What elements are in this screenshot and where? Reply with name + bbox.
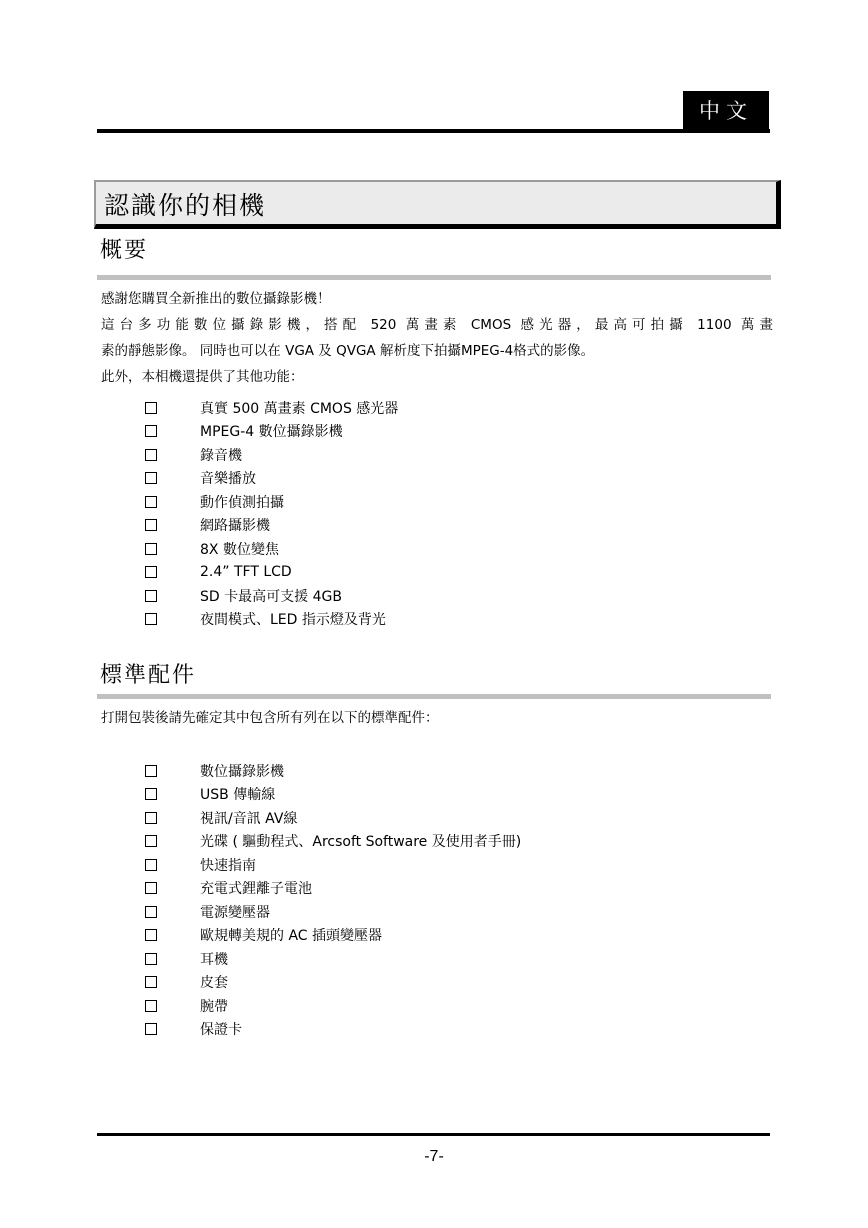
feature-label: 錄音機 xyxy=(200,447,242,464)
checkbox-icon xyxy=(145,812,157,824)
overview-line: 這台多功能數位攝錄影機，搭配 520 萬畫素 CMOS 感光器，最高可拍攝 1100 萬畫 xyxy=(101,317,773,333)
checkbox-icon xyxy=(145,765,157,777)
accessory-label: 數位攝錄影機 xyxy=(200,763,284,780)
accessory-label: 充電式鋰離子電池 xyxy=(200,881,312,898)
list-item xyxy=(144,759,521,783)
page-number: -7- xyxy=(424,1148,444,1165)
list-item xyxy=(144,608,398,632)
checkbox-icon xyxy=(145,613,157,625)
checkbox-icon xyxy=(145,929,157,941)
accessory-label: 保證卡 xyxy=(200,1022,242,1039)
checkbox-icon xyxy=(145,590,157,602)
accessory-label: 視訊/音訊 AV線 xyxy=(200,810,298,827)
feature-list xyxy=(144,396,398,631)
accessories-intro-text: 打開包裝後請先確定其中包含所有列在以下的標準配件： xyxy=(101,710,439,726)
chapter-title: 認識你的相機 xyxy=(104,191,267,220)
accessories-intro xyxy=(101,705,773,731)
feature-label: SD 卡最高可支援 4GB xyxy=(200,588,342,605)
accessory-label: 皮套 xyxy=(200,975,228,992)
list-item xyxy=(144,1018,521,1042)
accessory-label: 快速指南 xyxy=(200,857,256,874)
list-item xyxy=(144,584,398,608)
accessory-label: 光碟 ( 驅動程式、Arcsoft Software 及使用者手冊) xyxy=(200,834,522,851)
accessory-label: 電源變壓器 xyxy=(200,904,270,921)
checkbox-icon xyxy=(145,953,157,965)
list-item xyxy=(144,514,398,538)
feature-label: 真實 500 萬畫素 CMOS 感光器 xyxy=(200,400,399,417)
chapter-title-box xyxy=(94,180,781,229)
overview-paragraph xyxy=(101,286,773,390)
checkbox-icon xyxy=(145,1023,157,1035)
feature-label: 8X 數位變焦 xyxy=(200,541,279,558)
header-rule xyxy=(97,129,770,133)
accessory-label: 腕帶 xyxy=(200,998,228,1015)
language-badge: 中文 xyxy=(683,91,769,129)
list-item xyxy=(144,490,398,514)
list-item xyxy=(144,537,398,561)
feature-label: 網路攝影機 xyxy=(200,518,270,535)
list-item xyxy=(144,947,521,971)
list-item xyxy=(144,900,521,924)
checkbox-icon xyxy=(145,543,157,555)
accessory-label: USB 傳輸線 xyxy=(200,787,276,804)
checkbox-icon xyxy=(145,519,157,531)
overview-heading: 概要 xyxy=(100,238,149,263)
checkbox-icon xyxy=(145,425,157,437)
overview-line: 感謝您購買全新推出的數位攝錄影機！ xyxy=(101,291,331,307)
checkbox-icon xyxy=(145,566,157,578)
feature-label: 音樂播放 xyxy=(200,471,256,488)
checkbox-icon xyxy=(145,449,157,461)
checkbox-icon xyxy=(145,882,157,894)
list-item xyxy=(144,420,398,444)
feature-label: MPEG-4 數位攝錄影機 xyxy=(200,424,343,441)
list-item xyxy=(144,396,398,420)
checkbox-icon xyxy=(145,976,157,988)
feature-label: 2.4” TFT LCD xyxy=(200,564,292,581)
list-item xyxy=(144,443,398,467)
footer-rule xyxy=(97,1133,770,1136)
list-item xyxy=(144,561,398,585)
accessories-divider xyxy=(97,694,771,699)
checkbox-icon xyxy=(145,1000,157,1012)
list-item xyxy=(144,783,521,807)
checkbox-icon xyxy=(145,835,157,847)
list-item xyxy=(144,994,521,1018)
list-item xyxy=(144,806,521,830)
list-item xyxy=(144,467,398,491)
checkbox-icon xyxy=(145,402,157,414)
feature-label: 動作偵測拍攝 xyxy=(200,494,284,511)
list-item xyxy=(144,971,521,995)
list-item xyxy=(144,924,521,948)
list-item xyxy=(144,830,521,854)
checkbox-icon xyxy=(145,472,157,484)
checkbox-icon xyxy=(145,788,157,800)
accessory-label: 耳機 xyxy=(200,951,228,968)
overview-line: 素的靜態影像。 同時也可以在 VGA 及 QVGA 解析度下拍攝MPEG-4格式的影像。 xyxy=(101,343,595,359)
accessory-label: 歐規轉美規的 AC 插頭變壓器 xyxy=(200,928,383,945)
checkbox-icon xyxy=(145,496,157,508)
accessories-heading: 標準配件 xyxy=(100,663,197,688)
overview-line: 此外，本相機還提供了其他功能： xyxy=(101,369,304,385)
list-item xyxy=(144,853,521,877)
list-item xyxy=(144,877,521,901)
feature-label: 夜間模式、LED 指示燈及背光 xyxy=(200,612,386,629)
checkbox-icon xyxy=(145,906,157,918)
accessory-list xyxy=(144,759,521,1041)
overview-divider xyxy=(97,275,771,280)
checkbox-icon xyxy=(145,859,157,871)
